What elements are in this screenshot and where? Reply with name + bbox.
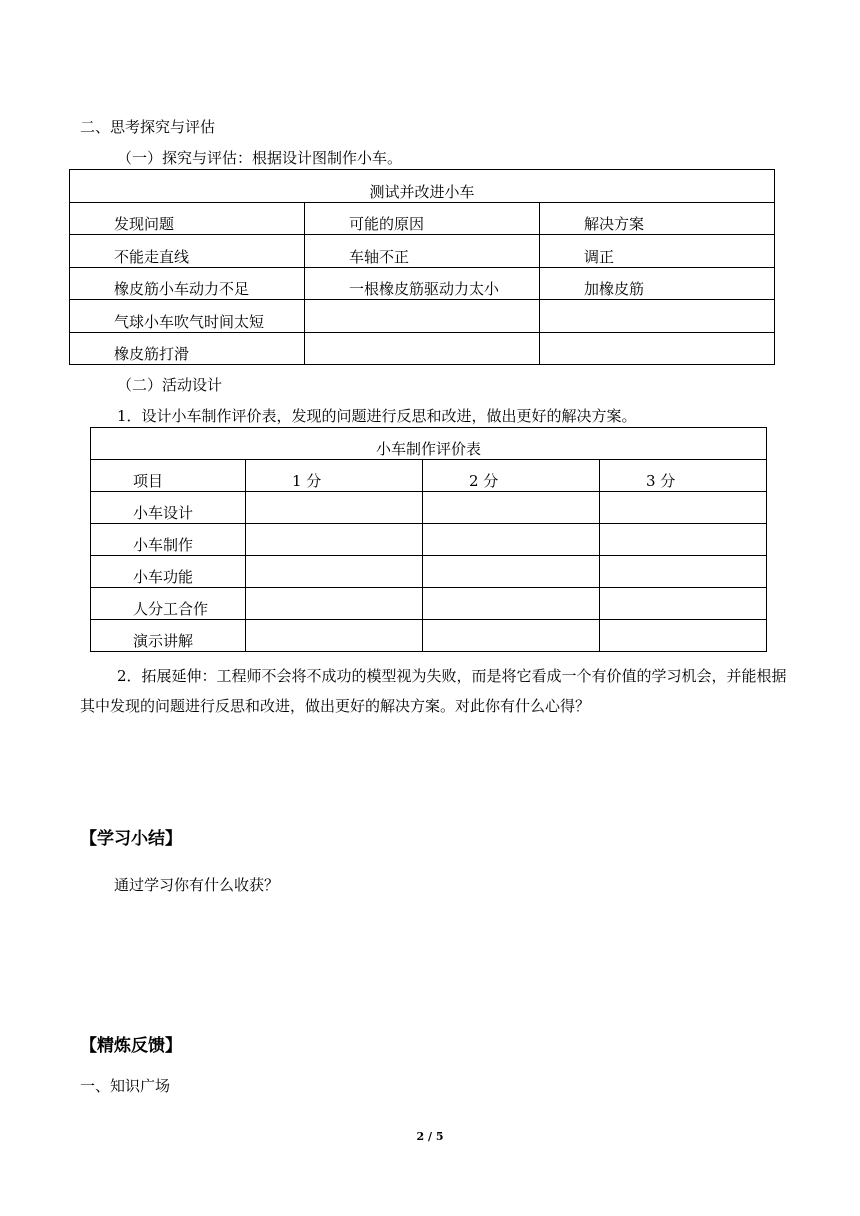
table-row [70,267,775,300]
section-title: 二、思考探究与评估 [80,118,216,136]
table-header-cell: 发现问题 [70,202,305,235]
table-row [91,492,767,524]
table-header-row [91,460,767,492]
table-cell: 小车功能 [91,556,246,588]
table-row [70,235,775,268]
table-header-cell: 解决方案 [540,202,775,235]
table-cell: 加橡皮筋 [540,267,775,300]
table-header-row [70,202,775,235]
table-header-cell: 项目 [91,460,246,492]
table-caption: 测试并改进小车 [70,170,775,203]
table-row [91,620,767,652]
table-cell [540,300,775,333]
table-cell [305,332,540,365]
table-row [70,332,775,365]
table-cell: 橡皮筋打滑 [70,332,305,365]
table-cell: 小车制作 [91,524,246,556]
extension-paragraph: 2．拓展延伸：工程师不会将不成功的模型视为失败，而是将它看成一个有价值的学习机会，并能根据其中发现的问题进行反思和改进，做出更好的解决方案。对此你有什么心得？ [80,667,787,715]
table-header-cell: 可能的原因 [305,202,540,235]
table-cell: 橡皮筋小车动力不足 [70,267,305,300]
section-title: 一、知识广场 [80,1077,171,1095]
table-cell: 演示讲解 [91,620,246,652]
test-improve-table [69,169,775,365]
summary-heading: 【学习小结】 [80,829,182,849]
subsection-title: （二）活动设计 [117,376,223,394]
evaluation-table [90,427,767,652]
table-header-cell: 2 分 [423,460,600,492]
table-cell: 车轴不正 [305,235,540,268]
table-cell: 小车设计 [91,492,246,524]
table-cell: 调正 [540,235,775,268]
table-cell [540,332,775,365]
summary-prompt: 通过学习你有什么收获？ [114,876,280,894]
table-header-cell: 3 分 [600,460,767,492]
table-cell: 人分工合作 [91,588,246,620]
subsection-title: （一）探究与评估：根据设计图制作小车。 [117,149,403,167]
table-cell: 气球小车吹气时间太短 [70,300,305,333]
feedback-heading: 【精炼反馈】 [80,1036,182,1056]
table-row [91,524,767,556]
table-row [70,300,775,333]
table-caption: 小车制作评价表 [91,428,767,460]
table-cell [305,300,540,333]
list-item: 1．设计小车制作评价表，发现的问题进行反思和改进，做出更好的解决方案。 [117,407,637,425]
table-cell: 不能走直线 [70,235,305,268]
table-cell: 一根橡皮筋驱动力太小 [305,267,540,300]
table-row [91,556,767,588]
table-header-cell: 1 分 [246,460,423,492]
page-number: 2 / 5 [416,1130,444,1143]
table-row [91,588,767,620]
